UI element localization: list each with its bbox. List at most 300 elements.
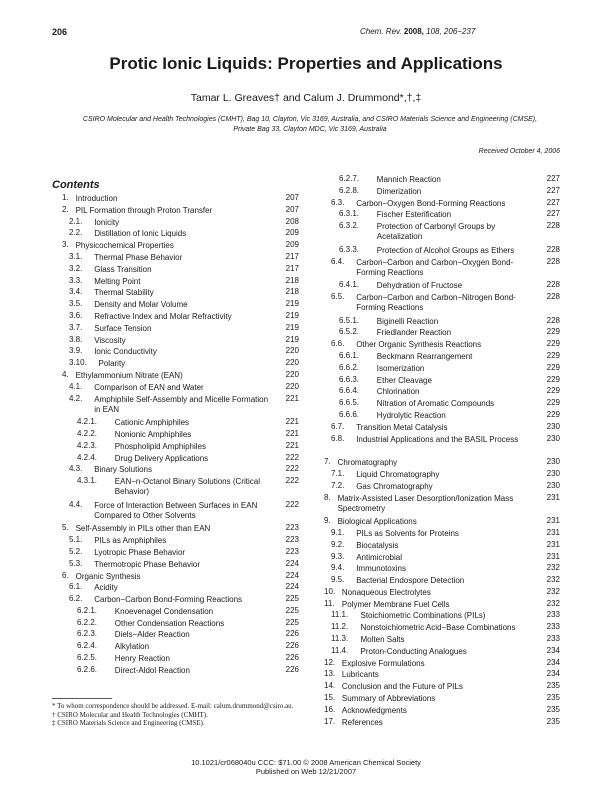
- toc-entry-number: 1.: [62, 193, 69, 202]
- toc-entry-title: Chromatography: [337, 458, 398, 468]
- toc-entry-title: Biological Applications: [337, 517, 417, 527]
- toc-entry-title: Other Organic Synthesis Reactions: [356, 340, 482, 350]
- toc-entry-page: 223: [285, 523, 299, 533]
- toc-entry-page: 230: [546, 480, 560, 490]
- toc-entry[interactable]: [52, 548, 299, 560]
- toc-entry-title: Thermotropic Phase Behavior: [94, 559, 201, 569]
- toc-entry-number: 3.4.: [69, 287, 83, 297]
- toc-entry-title: Nonstoichiometric Acid−Base Combinations: [360, 623, 516, 633]
- toc-entry-number: 6.2.7.: [339, 174, 360, 183]
- toc-entry-title: Chlorination: [376, 387, 420, 397]
- toc-entry-number: 10.: [324, 586, 336, 596]
- toc-entry[interactable]: [314, 246, 560, 258]
- toc-entry-number: 12.: [324, 657, 336, 667]
- toc-entry[interactable]: [314, 682, 560, 694]
- toc-entry-title: Carbon−Carbon Bond-Forming Reactions: [94, 595, 243, 605]
- toc-entry-page: 220: [285, 346, 299, 356]
- toc-entry-page: 207: [285, 204, 299, 214]
- toc-entry[interactable]: [314, 293, 560, 317]
- toc-entry-number: 6.3.3.: [339, 244, 360, 254]
- toc-entry-number: 6.6.5.: [339, 398, 360, 408]
- toc-entry-number: 8.: [324, 492, 331, 502]
- toc-entry[interactable]: [52, 253, 299, 265]
- toc-entry-page: 220: [285, 381, 299, 391]
- toc-entry-title: Comparison of EAN and Water: [94, 382, 204, 392]
- toc-entry-number: 6.2.8.: [339, 185, 360, 195]
- toc-entry-number: 7.1.: [331, 468, 345, 478]
- toc-entry-page: 234: [546, 657, 560, 667]
- toc-entry-title: Ionicity: [94, 217, 120, 227]
- toc-entry-number: 4.3.: [69, 464, 83, 474]
- toc-entry-number: 11.4.: [331, 645, 349, 655]
- toc-entry-number: 6.5.1.: [339, 315, 360, 325]
- toc-entry-title: Dimerization: [376, 186, 422, 196]
- toc-entry-page: 228: [546, 291, 560, 301]
- toc-entry[interactable]: [314, 576, 560, 588]
- toc-entry-title: Organic Synthesis: [75, 571, 141, 581]
- toc-entry-title: Viscosity: [94, 335, 126, 345]
- toc-entry-number: 6.7.: [331, 421, 345, 431]
- toc-entry-number: 3.6.: [69, 310, 83, 320]
- toc-entry[interactable]: [314, 352, 560, 364]
- toc-entry-page: 231: [546, 551, 560, 561]
- toc-entry-page: 235: [546, 716, 560, 726]
- toc-entry[interactable]: [314, 553, 560, 565]
- toc-entry-title: Ether Cleavage: [376, 375, 432, 385]
- toc-entry-title: Explosive Formulations: [341, 658, 425, 668]
- toc-entry[interactable]: [52, 524, 299, 536]
- toc-entry[interactable]: [314, 328, 560, 340]
- toc-entry[interactable]: [52, 194, 299, 206]
- toc-entry-number: 14.: [324, 681, 336, 691]
- journal-volume-pages: 108, 206−237: [426, 27, 476, 36]
- toc-entry-page: 234: [546, 645, 560, 655]
- toc-entry-title: Amphiphile Self-Assembly and Micelle Formation in EAN: [94, 394, 269, 414]
- toc-entry-number: 4.: [62, 369, 69, 379]
- toc-entry-title: Ethylammonium Nitrate (EAN): [75, 370, 183, 380]
- toc-entry-number: 2.1.: [69, 216, 83, 226]
- toc-entry-number: 7.: [324, 457, 331, 467]
- toc-entry-page: 224: [285, 558, 299, 568]
- toc-entry-number: 6.4.: [331, 256, 345, 266]
- article-title: Protic Ionic Liquids: Properties and Applications: [109, 54, 503, 73]
- toc-entry[interactable]: [314, 458, 560, 470]
- toc-entry-number: 3.9.: [69, 346, 83, 356]
- toc-entry[interactable]: [314, 588, 560, 600]
- toc-entry-number: 9.3.: [331, 551, 345, 561]
- toc-entry-title: Melting Point: [94, 276, 141, 286]
- toc-entry-page: 208: [285, 216, 299, 226]
- footnotes: [52, 702, 299, 728]
- toc-entry-page: 224: [285, 570, 299, 580]
- toc-entry-page: 231: [546, 492, 560, 502]
- toc-entry-page: 228: [546, 315, 560, 325]
- footnote-cmht: † CSIRO Molecular and Health Technologies (CMHT).: [52, 710, 208, 719]
- affiliation-line: CSIRO Molecular and Health Technologies (CMHT), Bag 10, Clayton, Vic 3169, Australia, and CSIRO Materials Science and Engineering (CMSE),: [82, 116, 538, 123]
- toc-entry[interactable]: [314, 541, 560, 553]
- toc-entry[interactable]: [314, 222, 560, 246]
- toc-entry-number: 9.: [324, 516, 331, 526]
- toc-entry-page: 232: [546, 598, 560, 608]
- toc-entry-number: 3.10.: [69, 358, 87, 368]
- toc-entry-page: 228: [546, 244, 560, 254]
- toc-entry[interactable]: [314, 611, 560, 623]
- toc-entry-number: 6.5.2.: [339, 327, 360, 337]
- toc-entry-title: Bacterial Endospore Detection: [356, 576, 465, 586]
- affiliation-line: Private Bag 33, Clayton MDC, Vic 3169, Australia: [233, 126, 387, 133]
- toc-entry-page: 229: [546, 386, 560, 396]
- toc-entry-page: 231: [546, 539, 560, 549]
- toc-entry-page: 225: [285, 605, 299, 615]
- toc-entry-number: 6.2.6.: [77, 664, 98, 674]
- toc-entry-number: 4.2.: [69, 393, 83, 403]
- toc-entry-number: 6.3.1.: [339, 209, 360, 219]
- toc-entry[interactable]: [52, 277, 299, 289]
- toc-entry-title: Introduction: [75, 194, 118, 203]
- toc-entry-number: 6.2.: [69, 594, 83, 604]
- toc-entry-page: 229: [546, 327, 560, 337]
- toc-entry[interactable]: [314, 647, 560, 659]
- toc-entry-title: Hydrolytic Reaction: [376, 410, 446, 420]
- toc-entry[interactable]: [52, 300, 299, 312]
- toc-entry[interactable]: [314, 718, 560, 730]
- toc-entry-number: 9.2.: [331, 539, 345, 549]
- toc-entry[interactable]: [52, 395, 299, 419]
- toc-entry-number: 6.3.: [331, 197, 345, 207]
- toc-entry-number: 9.1.: [331, 527, 345, 537]
- toc-entry[interactable]: [52, 501, 299, 525]
- toc-entry-title: Antimicrobial: [356, 552, 402, 562]
- toc-entry-title: Lubricants: [341, 670, 379, 680]
- toc-entry[interactable]: [314, 635, 560, 647]
- received-date: Received October 4, 2006: [478, 148, 560, 155]
- footnote-correspondence: * To whom correspondence should be addressed. E-mail: calum.drummond@csiro.au.: [52, 702, 294, 710]
- toc-entry-page: 233: [546, 634, 560, 644]
- toc-entry-title: Density and Molar Volume: [94, 300, 188, 310]
- toc-entry-number: 5.: [62, 523, 69, 533]
- toc-entry-title: Matrix-Assisted Laser Desorption/Ionization Mass Spectrometry: [337, 493, 514, 513]
- toc-entry-title: Direct-Aldol Reaction: [114, 665, 190, 675]
- toc-entry-title: Polymer Membrane Fuel Cells: [341, 599, 450, 609]
- toc-entry-number: 13.: [324, 669, 336, 679]
- toc-entry-title: Thermal Stability: [94, 288, 154, 298]
- toc-entry-page: 221: [285, 440, 299, 450]
- toc-entry-number: 4.1.: [69, 381, 83, 391]
- toc-entry-number: 11.2.: [331, 622, 349, 632]
- toc-entry-title: Alkylation: [114, 642, 150, 652]
- toc-entry[interactable]: [52, 229, 299, 241]
- toc-entry-title: EAN−n-Octanol Binary Solutions (Critical Behavior): [114, 477, 260, 497]
- toc-entry[interactable]: [314, 258, 560, 282]
- toc-entry[interactable]: [314, 482, 560, 494]
- toc-entry-title: Knoevenagel Condensation: [114, 606, 214, 616]
- toc-entry-title: Industrial Applications and the BASIL Process: [356, 434, 519, 444]
- toc-entry[interactable]: [314, 494, 560, 518]
- toc-entry-number: 5.1.: [69, 535, 83, 545]
- toc-entry[interactable]: [314, 517, 560, 529]
- toc-entry[interactable]: [314, 670, 560, 682]
- toc-entry-page: 222: [285, 499, 299, 509]
- toc-entry-page: 226: [285, 629, 299, 639]
- toc-entry[interactable]: [314, 706, 560, 718]
- toc-entry-page: 233: [546, 610, 560, 620]
- toc-entry[interactable]: [52, 206, 299, 218]
- toc-entry-page: 223: [285, 535, 299, 545]
- toc-entry-number: 3.: [62, 240, 69, 250]
- toc-entry-number: 3.2.: [69, 263, 83, 273]
- toc-entry-page: 229: [546, 409, 560, 419]
- toc-entry[interactable]: [314, 564, 560, 576]
- toc-entry[interactable]: [52, 359, 299, 371]
- toc-entry-title: Mannich Reaction: [376, 175, 441, 184]
- toc-entry-number: 6.3.2.: [339, 221, 360, 231]
- toc-entry-page: 232: [546, 586, 560, 596]
- toc-entry-page: 230: [546, 433, 560, 443]
- toc-entry-title: PILs as Amphiphiles: [94, 536, 167, 546]
- toc-entry-page: 219: [285, 322, 299, 332]
- toc-entry-page: 224: [285, 582, 299, 592]
- toc-entry-title: Conclusion and the Future of PILs: [341, 682, 463, 692]
- toc-entry-page: 218: [285, 287, 299, 297]
- toc-entry-number: 3.3.: [69, 275, 83, 285]
- toc-entry[interactable]: [314, 470, 560, 482]
- toc-entry[interactable]: [52, 218, 299, 230]
- toc-entry-number: 6.6.4.: [339, 386, 360, 396]
- toc-entry-title: Force of Interaction Between Surfaces in EAN Compared to Other Solvents: [94, 500, 258, 520]
- toc-entry-title: Thermal Phase Behavior: [94, 252, 183, 262]
- toc-entry-page: 232: [546, 563, 560, 573]
- toc-entry-page: 227: [546, 209, 560, 219]
- toc-entry-title: Nitration of Aromatic Compounds: [376, 399, 495, 409]
- footnote-cmse: ‡ CSIRO Materials Science and Engineering (CMSE).: [52, 719, 205, 727]
- toc-entry-title: Summary of Abbreviations: [341, 694, 436, 704]
- toc-entry-title: Distillation of Ionic Liquids: [94, 229, 187, 239]
- toc-entry-number: 6.1.: [69, 582, 83, 592]
- toc-entry-page: 226: [285, 641, 299, 651]
- toc-entry-title: Diels−Alder Reaction: [114, 630, 190, 640]
- journal-name: Chem. Rev.: [360, 27, 402, 36]
- toc-entry[interactable]: [52, 347, 299, 359]
- toc-entry-page: 230: [546, 457, 560, 467]
- toc-entry-title: Lyotropic Phase Behavior: [94, 547, 186, 557]
- toc-entry-number: 16.: [324, 704, 336, 714]
- toc-entry[interactable]: [52, 265, 299, 277]
- authors: Tamar L. Greaves† and Calum J. Drummond*,†,‡: [190, 92, 422, 104]
- toc-entry-title: Acidity: [94, 583, 118, 593]
- toc-entry-page: 231: [546, 527, 560, 537]
- toc-entry[interactable]: [52, 312, 299, 324]
- toc-entry-title: Carbon−Oxygen Bond-Forming Reactions: [356, 198, 506, 208]
- toc-entry-page: 221: [285, 417, 299, 427]
- toc-entry-title: References: [341, 717, 383, 727]
- toc-entry-page: 229: [546, 362, 560, 372]
- toc-entry-page: 220: [285, 358, 299, 368]
- toc-entry-page: 226: [285, 664, 299, 674]
- toc-entry-title: Nonaqueous Electrolytes: [341, 587, 431, 597]
- toc-entry-page: 207: [285, 193, 299, 202]
- toc-entry-number: 5.3.: [69, 558, 83, 568]
- toc-entry-title: Polarity: [98, 359, 126, 369]
- toc-entry-number: 2.2.: [69, 228, 83, 238]
- toc-entry-number: 3.5.: [69, 299, 83, 309]
- toc-entry[interactable]: [314, 435, 560, 459]
- toc-entry-number: 6.2.1.: [77, 605, 98, 615]
- toc-entry-page: 228: [546, 280, 560, 290]
- toc-entry-page: 229: [546, 339, 560, 349]
- toc-entry-page: 226: [285, 653, 299, 663]
- toc-entry[interactable]: [52, 560, 299, 572]
- toc-entry[interactable]: [52, 383, 299, 395]
- toc-entry[interactable]: [52, 536, 299, 548]
- toc-entry-title: Refractive Index and Molar Refractivity: [94, 311, 232, 321]
- toc-entry-page: 225: [285, 594, 299, 604]
- toc-entry[interactable]: [52, 666, 299, 678]
- toc-entry-number: 15.: [324, 693, 336, 703]
- toc-entry-page: 233: [546, 622, 560, 632]
- toc-entry-title: Acknowledgments: [341, 705, 407, 715]
- toc-entry-page: 222: [285, 476, 299, 486]
- toc-entry[interactable]: [314, 600, 560, 612]
- toc-entry-title: Liquid Chromatography: [356, 469, 440, 479]
- toc-entry[interactable]: [52, 241, 299, 253]
- toc-entry-page: 219: [285, 334, 299, 344]
- toc-entry-number: 6.6.1.: [339, 350, 360, 360]
- toc-entry-page: 221: [285, 428, 299, 438]
- toc-entry-title: Binary Solutions: [94, 465, 152, 475]
- toc-entry-page: 222: [285, 464, 299, 474]
- published-date: Published on Web 12/21/2007: [255, 767, 357, 776]
- toc-entry-title: Phospholipid Amphiphiles: [114, 441, 206, 451]
- toc-column-right: [314, 175, 560, 729]
- toc-entry-title: Ionic Conductivity: [94, 347, 157, 357]
- toc-entry-title: Stoichiometric Combinations (PILs): [360, 611, 486, 621]
- toc-entry-page: 219: [285, 310, 299, 320]
- toc-entry[interactable]: [52, 336, 299, 348]
- toc-entry[interactable]: [52, 583, 299, 595]
- toc-entry-title: Molten Salts: [360, 635, 405, 645]
- toc-entry[interactable]: [314, 423, 560, 435]
- toc-entry-title: Glass Transition: [94, 264, 152, 274]
- toc-entry-title: PIL Formation through Proton Transfer: [75, 205, 213, 215]
- toc-entry[interactable]: [314, 694, 560, 706]
- toc-entry-number: 6.6.3.: [339, 374, 360, 384]
- toc-entry-title: Protection of Alcohol Groups as Ethers: [376, 245, 515, 255]
- toc-entry-number: 6.4.1.: [339, 280, 360, 290]
- toc-entry-title: Isomerization: [376, 363, 425, 373]
- journal-reference: [360, 27, 475, 36]
- toc-entry-number: 4.2.2.: [77, 428, 98, 438]
- toc-entry-title: Physicochemical Properties: [75, 241, 174, 251]
- toc-entry-page: 222: [285, 452, 299, 462]
- publication-footer: [0, 758, 612, 776]
- toc-entry[interactable]: [314, 281, 560, 293]
- toc-entry-page: 209: [285, 240, 299, 250]
- toc-entry-number: 11.: [324, 598, 335, 608]
- toc-entry-page: 209: [285, 228, 299, 238]
- toc-entry[interactable]: [314, 623, 560, 635]
- toc-entry-page: 220: [285, 369, 299, 379]
- toc-entry-page: 231: [546, 516, 560, 526]
- toc-entry-page: 227: [546, 174, 560, 183]
- toc-entry-title: Surface Tension: [94, 323, 152, 333]
- toc-entry-page: 229: [546, 398, 560, 408]
- toc-entry[interactable]: [52, 572, 299, 584]
- toc-column-left: [52, 194, 299, 678]
- toc-entry-number: 4.3.1.: [77, 476, 98, 486]
- toc-entry-number: 11.1.: [331, 610, 349, 620]
- toc-entry-title: PILs as Solvents for Proteins: [356, 528, 459, 538]
- toc-entry-title: Gas Chromatography: [356, 481, 433, 491]
- toc-entry[interactable]: [314, 187, 560, 199]
- toc-entry-title: Protection of Carbonyl Groups by Acetalization: [376, 222, 496, 242]
- toc-entry-title: Proton-Conducting Analogues: [360, 646, 467, 656]
- toc-entry[interactable]: [52, 324, 299, 336]
- toc-entry-number: 3.1.: [69, 251, 83, 261]
- toc-entry-number: 4.4.: [69, 499, 83, 509]
- toc-entry-number: 6.2.2.: [77, 617, 98, 627]
- toc-entry[interactable]: [52, 454, 299, 466]
- toc-entry-number: 9.5.: [331, 575, 345, 585]
- affiliation: [60, 115, 560, 135]
- toc-entry-number: 7.2.: [331, 480, 345, 490]
- toc-entry-number: 6.2.3.: [77, 629, 98, 639]
- toc-entry-title: Transition Metal Catalysis: [356, 422, 448, 432]
- toc-entry-title: Cationic Amphiphiles: [114, 418, 190, 428]
- toc-entry-title: Beckmann Rearrangement: [376, 351, 473, 361]
- toc-entry-page: 235: [546, 693, 560, 703]
- toc-entry-title: Biocatalysis: [356, 540, 399, 550]
- toc-entry-number: 3.7.: [69, 322, 83, 332]
- toc-entry-title: Drug Delivery Applications: [114, 453, 209, 463]
- toc-entry-number: 11.3.: [331, 634, 349, 644]
- toc-entry-title: Self-Assembly in PILs other than EAN: [75, 524, 211, 534]
- toc-entry[interactable]: [314, 529, 560, 541]
- footnote-rule: [52, 698, 112, 699]
- toc-entry-page: 223: [285, 546, 299, 556]
- toc-entry[interactable]: [52, 607, 299, 619]
- toc-entry[interactable]: [314, 364, 560, 376]
- toc-entry-title: Biginelli Reaction: [376, 316, 439, 326]
- toc-entry-title: Dehydration of Fructose: [376, 281, 463, 291]
- toc-entry[interactable]: [52, 371, 299, 383]
- toc-entry[interactable]: [52, 442, 299, 454]
- toc-entry-number: 6.6.2.: [339, 362, 360, 372]
- toc-entry-number: 6.6.6.: [339, 409, 360, 419]
- toc-entry-page: 232: [546, 575, 560, 585]
- toc-entry-page: 228: [546, 256, 560, 266]
- toc-entry[interactable]: [52, 288, 299, 300]
- toc-entry[interactable]: [314, 411, 560, 423]
- toc-entry-number: 4.2.1.: [77, 417, 98, 427]
- journal-year: 2008,: [403, 27, 424, 36]
- toc-entry-number: 4.2.4.: [77, 452, 98, 462]
- toc-entry-page: 234: [546, 669, 560, 679]
- toc-entry-page: 219: [285, 299, 299, 309]
- toc-entry[interactable]: [52, 430, 299, 442]
- toc-entry-page: 229: [546, 350, 560, 360]
- toc-entry-page: 235: [546, 704, 560, 714]
- toc-entry-number: 17.: [324, 716, 336, 726]
- contents-heading: Contents: [52, 179, 100, 191]
- toc-entry-page: 217: [285, 251, 299, 261]
- toc-entry[interactable]: [52, 477, 299, 501]
- toc-entry-page: 227: [546, 185, 560, 195]
- toc-entry[interactable]: [314, 659, 560, 671]
- toc-entry-page: 227: [546, 197, 560, 207]
- toc-entry-number: 6.5.: [331, 291, 345, 301]
- page-number: 206: [52, 27, 68, 37]
- toc-entry-title: Fischer Esterification: [376, 210, 452, 220]
